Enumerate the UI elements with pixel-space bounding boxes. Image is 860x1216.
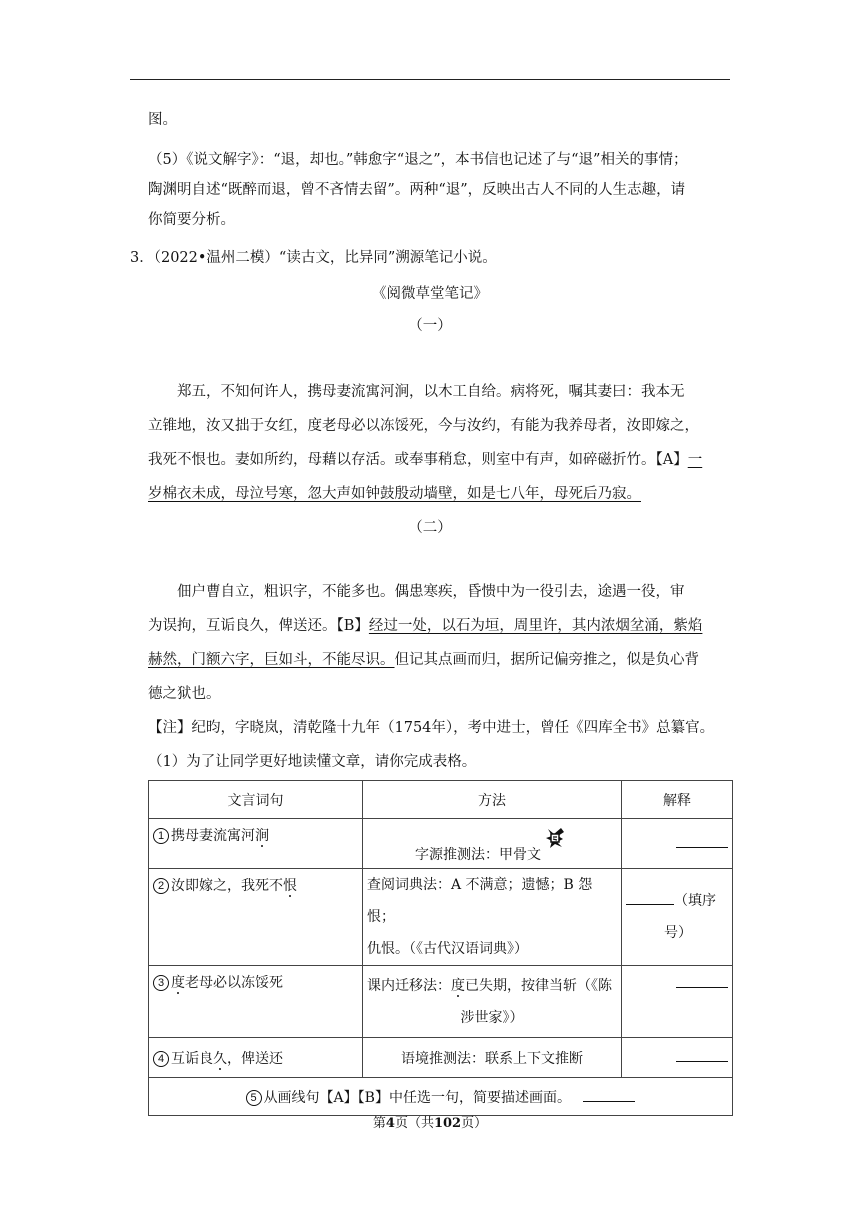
table-header: 方法 bbox=[363, 781, 622, 819]
underlined-sentence-a: 岁棉衣未成，母泣号寒，忽大声如钟鼓殷动墙壁，如是七八年，母死后乃寂。 bbox=[148, 486, 641, 502]
summary-text: 从画线句【A】【B】中任选一句，简要描述画面。 bbox=[263, 1089, 571, 1106]
table-header: 文言词句 bbox=[149, 781, 363, 819]
answer-cell[interactable] bbox=[622, 966, 733, 1038]
circled-number: 4 bbox=[153, 1051, 169, 1067]
phrase-text: 老母必以冻馁死 bbox=[185, 975, 283, 991]
underlined-sentence-b: 经过一处，以石为垣，周里许，其内浓烟坌涌，紫焰 bbox=[368, 618, 703, 634]
question-5-line-3: 你简要分析。 bbox=[148, 212, 235, 228]
answer-blank[interactable] bbox=[676, 847, 728, 848]
emphasis-char: 度 bbox=[171, 975, 185, 991]
passage-text: 但记其点画而归，据所记偏旁推之，似是负心背 bbox=[394, 652, 699, 668]
method-cell bbox=[363, 966, 622, 1038]
emphasis-char: 涧 bbox=[255, 828, 269, 844]
circled-number: 1 bbox=[153, 828, 169, 844]
method-cell bbox=[363, 819, 622, 869]
answer-hint: （填序 bbox=[674, 893, 716, 909]
circled-number: 5 bbox=[246, 1090, 262, 1106]
answer-hint: 号） bbox=[664, 925, 692, 941]
author-note: 【注】纪昀，字晓岚，清乾隆十九年（1754年），考中进士，曾任《四库全书》总纂官。 bbox=[148, 720, 715, 736]
method-text: 查阅词典法：A 不满意；遗憾；B 怨恨； bbox=[367, 877, 593, 925]
method-text: 涉世家》） bbox=[460, 1009, 524, 1026]
header-rule bbox=[130, 79, 730, 80]
total-pages: 102 bbox=[433, 1116, 462, 1131]
answer-cell[interactable] bbox=[622, 869, 733, 966]
underlined-sentence-b: 赫然，门额六字，巨如斗，不能尽识。 bbox=[148, 652, 395, 668]
method-text: 仇恨。（《古代汉语词典》） bbox=[367, 941, 528, 957]
answer-blank[interactable] bbox=[583, 1101, 635, 1102]
answer-cell[interactable] bbox=[622, 1038, 733, 1078]
method-text: 字源推测法：甲骨文 bbox=[415, 847, 541, 863]
phrase-text: 汝即嫁之，我死不 bbox=[171, 878, 283, 894]
circled-number: 3 bbox=[153, 975, 169, 991]
table-row bbox=[149, 1078, 733, 1116]
passage-one-line-4 bbox=[148, 484, 641, 504]
passage-two-line-3 bbox=[148, 650, 699, 670]
vocabulary-table bbox=[148, 780, 733, 1116]
phrase-cell bbox=[149, 819, 363, 869]
table-row bbox=[149, 1038, 733, 1078]
underlined-sentence-a: 一 bbox=[687, 452, 703, 468]
passage-one-line-3 bbox=[148, 450, 702, 470]
table-row bbox=[149, 966, 733, 1038]
summary-cell bbox=[149, 1078, 733, 1116]
method-text: 课内迁移法：度已失期，按律当斩（《陈 bbox=[367, 977, 612, 994]
phrase-text: 携母妻流寓河 bbox=[171, 828, 255, 844]
phrase-cell bbox=[149, 1038, 363, 1078]
phrase-text: ，俾送还 bbox=[227, 1050, 283, 1067]
section-two-heading: （二） bbox=[408, 520, 452, 536]
passage-text: 我死不恨也。妻如所约，母藉以存活。或奉事稍怠，则室中有声，如碎磁折竹。【A】 bbox=[148, 452, 688, 468]
passage-one-line-2: 立锥地，汝又拙于女红，度老母必以冻馁死，今与汝约，有能为我养母者，汝即嫁之， bbox=[148, 418, 699, 434]
phrase-cell bbox=[149, 966, 363, 1038]
page-footer bbox=[130, 1112, 730, 1131]
answer-blank[interactable] bbox=[626, 904, 674, 905]
answer-cell[interactable] bbox=[622, 819, 733, 869]
question-5-line-1: （5）《说文解字》：“退，却也。”韩愈字“退之”，本书信也记述了与“退”相关的事情； bbox=[148, 152, 688, 168]
passage-two-line-1: 佃户曹自立，粗识字，不能多也。偶患寒疾，昏愦中为一役引去，途遇一役，审 bbox=[177, 584, 685, 600]
phrase-cell bbox=[149, 869, 363, 966]
method-cell bbox=[363, 869, 622, 966]
current-page-number: 4 bbox=[385, 1116, 395, 1131]
table-header: 解释 bbox=[622, 781, 733, 819]
question-5-line-2: 陶渊明自述“既醉而退，曾不吝情去留”。两种“退”，反映出古人不同的人生志趣，请 bbox=[148, 182, 686, 198]
table-row bbox=[149, 819, 733, 869]
book-title: 《阅微草堂笔记》 bbox=[372, 286, 488, 302]
table-row bbox=[149, 869, 733, 966]
question-1-stem: （1）为了让同学更好地读懂文章，请你完成表格。 bbox=[148, 754, 477, 770]
emphasis-char: 度 bbox=[451, 977, 465, 994]
passage-text: 为误拘，互诟良久，俾送还。【B】 bbox=[148, 618, 369, 634]
emphasis-char: 恨 bbox=[283, 878, 297, 894]
footer-text: 页（共 bbox=[394, 1116, 434, 1131]
circled-number: 2 bbox=[153, 878, 169, 894]
section-one-heading: （一） bbox=[408, 318, 452, 334]
passage-two-line-2 bbox=[148, 616, 702, 636]
emphasis-char: 久 bbox=[213, 1050, 227, 1067]
answer-blank[interactable] bbox=[676, 1061, 728, 1062]
footer-text: 页） bbox=[461, 1116, 488, 1131]
table-header-row bbox=[149, 781, 733, 819]
paragraph-fragment: 图。 bbox=[148, 112, 177, 128]
method-cell: 语境推测法：联系上下文推断 bbox=[363, 1038, 622, 1078]
oracle-bone-character-icon bbox=[543, 825, 569, 851]
footer-text: 第 bbox=[372, 1116, 386, 1131]
phrase-text: 互诟良 bbox=[171, 1050, 213, 1067]
answer-blank[interactable] bbox=[676, 987, 728, 988]
question-3-stem: 3．（2022•温州二模）“读古文，比异同”溯源笔记小说。 bbox=[130, 250, 497, 266]
passage-one-line-1: 郑五，不知何许人，携母妻流寓河涧，以木工自给。病将死，嘱其妻曰：我本无 bbox=[177, 384, 685, 400]
passage-two-line-4: 德之狱也。 bbox=[148, 686, 221, 702]
